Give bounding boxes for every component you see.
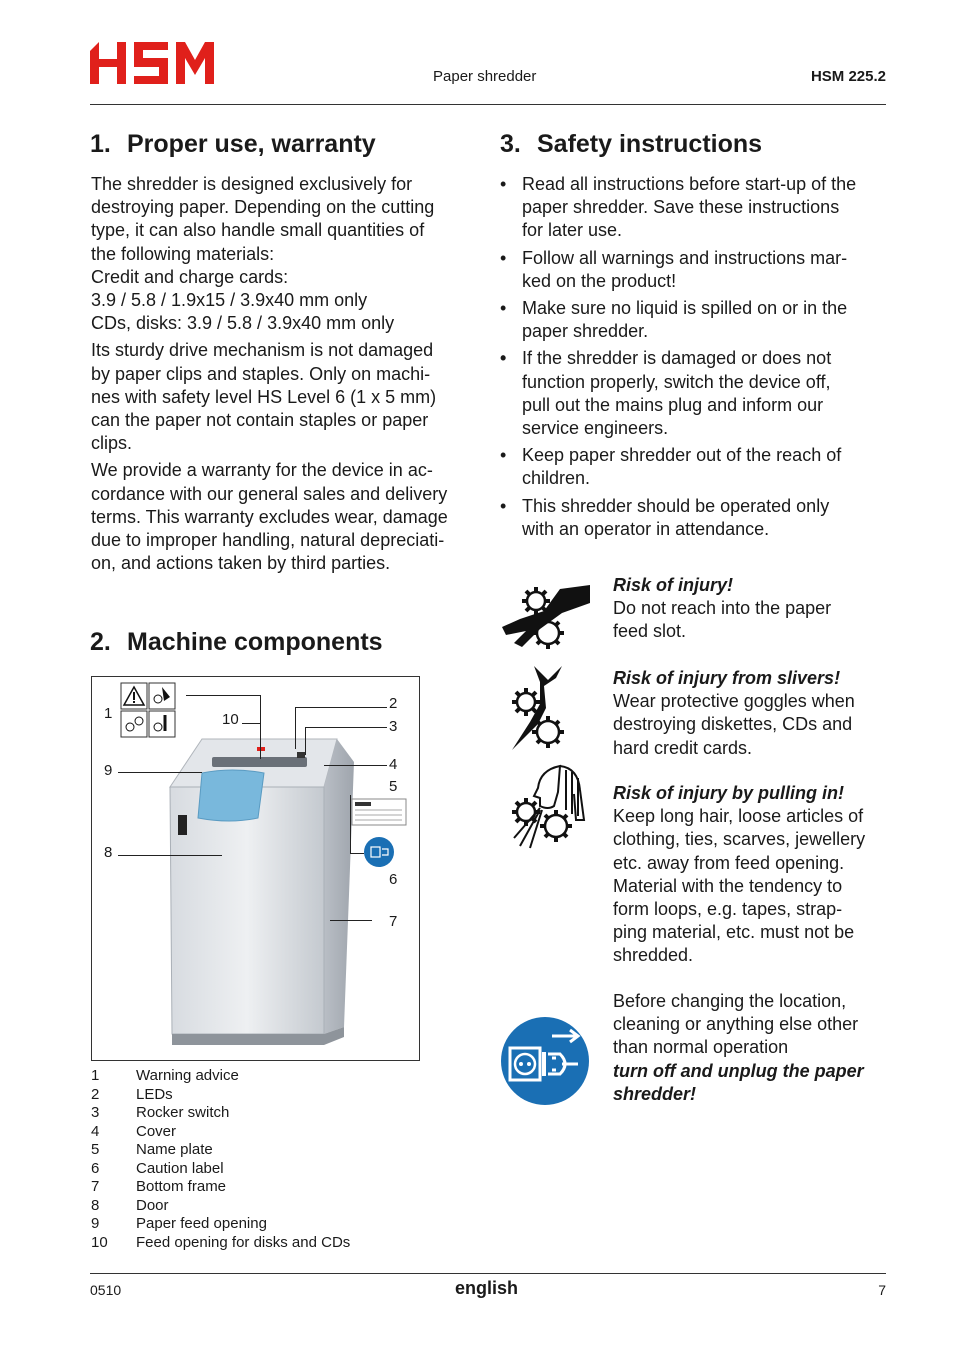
- legend-number: 8: [91, 1196, 100, 1214]
- text-line: due to improper handling, natural depreciati-: [91, 530, 445, 551]
- section-1-body: [91, 173, 476, 579]
- text-line: feed slot.: [613, 621, 687, 642]
- safety-instructions-list: [500, 173, 890, 545]
- legend-number: 6: [91, 1159, 100, 1177]
- text-line: If the shredder is damaged or does not: [522, 348, 832, 369]
- list-item: [500, 173, 890, 243]
- legend-label: Rocker switch: [136, 1104, 230, 1121]
- bullet: •: [500, 495, 507, 516]
- legend-row: [91, 1104, 350, 1123]
- section-1-paragraph-2: [91, 339, 476, 455]
- callout-7: 7: [389, 913, 398, 930]
- unplug-mandatory-icon: [500, 1016, 590, 1106]
- text-line: cleaning or anything else other: [613, 1014, 859, 1035]
- list-item: [500, 495, 890, 541]
- callout-10: 10: [222, 711, 239, 728]
- header-document-title: Paper shredder: [433, 68, 537, 85]
- leader-line-10: [242, 723, 260, 724]
- legend-row: [91, 1160, 350, 1179]
- section-2-title: Machine components: [127, 628, 383, 656]
- emphasis-line: turn off and unplug the paper: [613, 1060, 864, 1081]
- leader-line-3-drop: [305, 727, 306, 755]
- text-line: Follow all warnings and instructions mar-: [522, 247, 848, 268]
- bullet: •: [500, 298, 507, 319]
- warning-pulling-in: [613, 782, 893, 968]
- text-line: This shredder should be operated only: [522, 495, 830, 516]
- text-line: paper shredder.: [522, 321, 649, 342]
- warning-risk-of-injury: [613, 574, 893, 644]
- text-line: Read all instructions before start-up of the: [522, 174, 857, 194]
- text-line: with an operator in attendance.: [522, 518, 770, 539]
- legend-row: [91, 1086, 350, 1105]
- section-1-title: Proper use, warranty: [127, 130, 376, 158]
- text-line: than normal operation: [613, 1037, 789, 1058]
- text-line: terms. This warranty excludes wear, damage: [91, 506, 448, 527]
- text-line: the following materials:: [91, 243, 275, 264]
- slivers-goggles-warning-icon: [500, 664, 592, 754]
- callout-9: 9: [104, 762, 113, 779]
- leader-line-6-end: [350, 853, 364, 854]
- section-3-title: Safety instructions: [537, 130, 763, 158]
- text-line: etc. away from feed opening.: [613, 852, 845, 873]
- leader-line-9: [118, 772, 202, 773]
- warning-labels-icon: [121, 683, 175, 737]
- text-line: pull out the mains plug and inform our: [522, 394, 824, 415]
- warning-title: Risk of injury!: [613, 575, 734, 595]
- list-item: [500, 347, 890, 440]
- text-line: can the paper not contain staples or paper: [91, 410, 429, 431]
- text-line: Do not reach into the paper: [613, 598, 832, 619]
- callout-4: 4: [389, 756, 398, 773]
- callout-3: 3: [389, 718, 398, 735]
- footer-language: english: [455, 1278, 519, 1298]
- callout-5: 5: [389, 778, 398, 795]
- text-line: Wear protective goggles when: [613, 691, 855, 712]
- text-line: on, and actions taken by third parties.: [91, 553, 391, 574]
- header-divider: [90, 104, 886, 105]
- list-item: [500, 444, 890, 490]
- leader-line-1: [186, 695, 261, 696]
- leader-line-1-drop: [260, 695, 261, 759]
- text-line: ked on the product!: [522, 270, 677, 291]
- section-3-number: 3.: [500, 130, 521, 158]
- legend-label: Door: [136, 1196, 169, 1214]
- machine-components-figure: [91, 676, 420, 1061]
- text-line: shredded.: [613, 945, 694, 966]
- list-item: [500, 247, 890, 293]
- callout-6: 6: [389, 871, 398, 888]
- bullet: •: [500, 445, 507, 466]
- section-1-number: 1.: [90, 130, 111, 158]
- leader-line-2-drop: [295, 707, 296, 749]
- text-line: by paper clips and staples. Only on machi-: [91, 363, 431, 384]
- legend-label: Bottom frame: [136, 1178, 227, 1195]
- legend-number: 4: [91, 1122, 100, 1140]
- text-line: cordance with our general sales and delivery: [91, 483, 448, 504]
- text-line: We provide a warranty for the device in ac-: [91, 460, 433, 481]
- callout-2: 2: [389, 695, 398, 712]
- legend-number: 7: [91, 1178, 100, 1195]
- legend-row: [91, 1234, 350, 1253]
- text-line: The shredder is designed exclusively for: [91, 174, 413, 194]
- text-line: children.: [522, 468, 591, 489]
- legend-row: [91, 1178, 350, 1197]
- text-line: Before changing the location,: [613, 991, 847, 1011]
- leader-line-2: [295, 707, 387, 708]
- text-line: hard credit cards.: [613, 737, 753, 758]
- header-model-number: HSM 225.2: [810, 68, 886, 85]
- text-line: clothing, ties, scarves, jewellery: [613, 829, 866, 850]
- text-line: function properly, switch the device off,: [522, 371, 831, 392]
- text-line: Keep paper shredder out of the reach of: [522, 445, 842, 466]
- text-line: nes with safety level HS Level 6 (1 x 5 mm): [91, 386, 437, 407]
- text-line: ping material, etc. must not be: [613, 922, 855, 943]
- section-2-heading: [90, 628, 383, 657]
- legend-label: Name plate: [136, 1141, 213, 1158]
- leader-line-3: [305, 727, 387, 728]
- text-line: Keep long hair, loose articles of: [613, 806, 864, 827]
- legend-row: [91, 1215, 350, 1234]
- legend-row: [91, 1123, 350, 1142]
- hair-pull-in-warning-icon: [500, 764, 592, 854]
- text-line: Credit and charge cards:: [91, 266, 289, 287]
- callout-1: 1: [104, 705, 113, 722]
- unplug-instruction: [613, 990, 893, 1106]
- legend-row: [91, 1067, 350, 1086]
- section-3-heading: [500, 130, 762, 159]
- text-line: Make sure no liquid is spilled on or in the: [522, 298, 848, 319]
- legend-number: 2: [91, 1085, 100, 1103]
- legend-number: 5: [91, 1141, 100, 1158]
- hand-in-gears-warning-icon: [500, 583, 592, 655]
- section-1-heading: [90, 130, 376, 159]
- text-line: Its sturdy drive mechanism is not damaged: [91, 340, 434, 361]
- legend-number: 3: [91, 1104, 100, 1121]
- text-line: destroying diskettes, CDs and: [613, 714, 853, 735]
- legend-label: Feed opening for disks and CDs: [136, 1233, 351, 1251]
- leader-line-6: [350, 795, 351, 853]
- leader-line-8: [118, 855, 222, 856]
- leader-line-4: [324, 765, 387, 766]
- legend-row: [91, 1197, 350, 1216]
- legend-label: Paper feed opening: [136, 1215, 267, 1232]
- text-line: 3.9 / 5.8 / 1.9x15 / 3.9x40 mm only: [91, 290, 368, 311]
- footer-divider: [90, 1273, 886, 1274]
- legend-label: Cover: [136, 1122, 177, 1140]
- section-1-paragraph-1: [91, 173, 476, 335]
- list-item: [500, 297, 890, 343]
- legend-row: [91, 1141, 350, 1160]
- text-line: form loops, e.g. tapes, strap-: [613, 899, 843, 920]
- section-1-paragraph-3: [91, 459, 476, 575]
- text-line: destroying paper. Depending on the cutting: [91, 197, 435, 218]
- bullet: •: [500, 174, 507, 194]
- text-line: CDs, disks: 3.9 / 5.8 / 3.9x40 mm only: [91, 313, 395, 334]
- legend-number: 9: [91, 1215, 100, 1232]
- section-2-number: 2.: [90, 628, 111, 656]
- bullet: •: [500, 247, 507, 268]
- hsm-logo: [90, 40, 230, 86]
- warning-title: Risk of injury by pulling in!: [613, 783, 845, 803]
- warning-slivers: [613, 667, 893, 760]
- shredder-illustration: [92, 677, 419, 1060]
- legend-number: 1: [91, 1067, 100, 1084]
- text-line: Material with the tendency to: [613, 875, 843, 896]
- legend-label: Warning advice: [136, 1067, 239, 1084]
- text-line: service engineers.: [522, 418, 669, 439]
- text-line: for later use.: [522, 220, 623, 241]
- footer-doc-code: 0510: [90, 1282, 122, 1298]
- text-line: paper shredder. Save these instructions: [522, 197, 840, 218]
- warning-title: Risk of injury from slivers!: [613, 668, 841, 688]
- emphasis-line: shredder!: [613, 1083, 697, 1104]
- callout-8: 8: [104, 844, 113, 861]
- legend-number: 10: [91, 1233, 108, 1251]
- footer-page-number: 7: [878, 1282, 886, 1298]
- text-line: clips.: [91, 433, 133, 454]
- text-line: type, it can also handle small quantities of: [91, 220, 425, 241]
- components-legend: [91, 1067, 350, 1252]
- legend-label: LEDs: [136, 1085, 173, 1103]
- bullet: •: [500, 348, 507, 369]
- leader-line-7: [330, 920, 372, 921]
- legend-label: Caution label: [136, 1159, 224, 1177]
